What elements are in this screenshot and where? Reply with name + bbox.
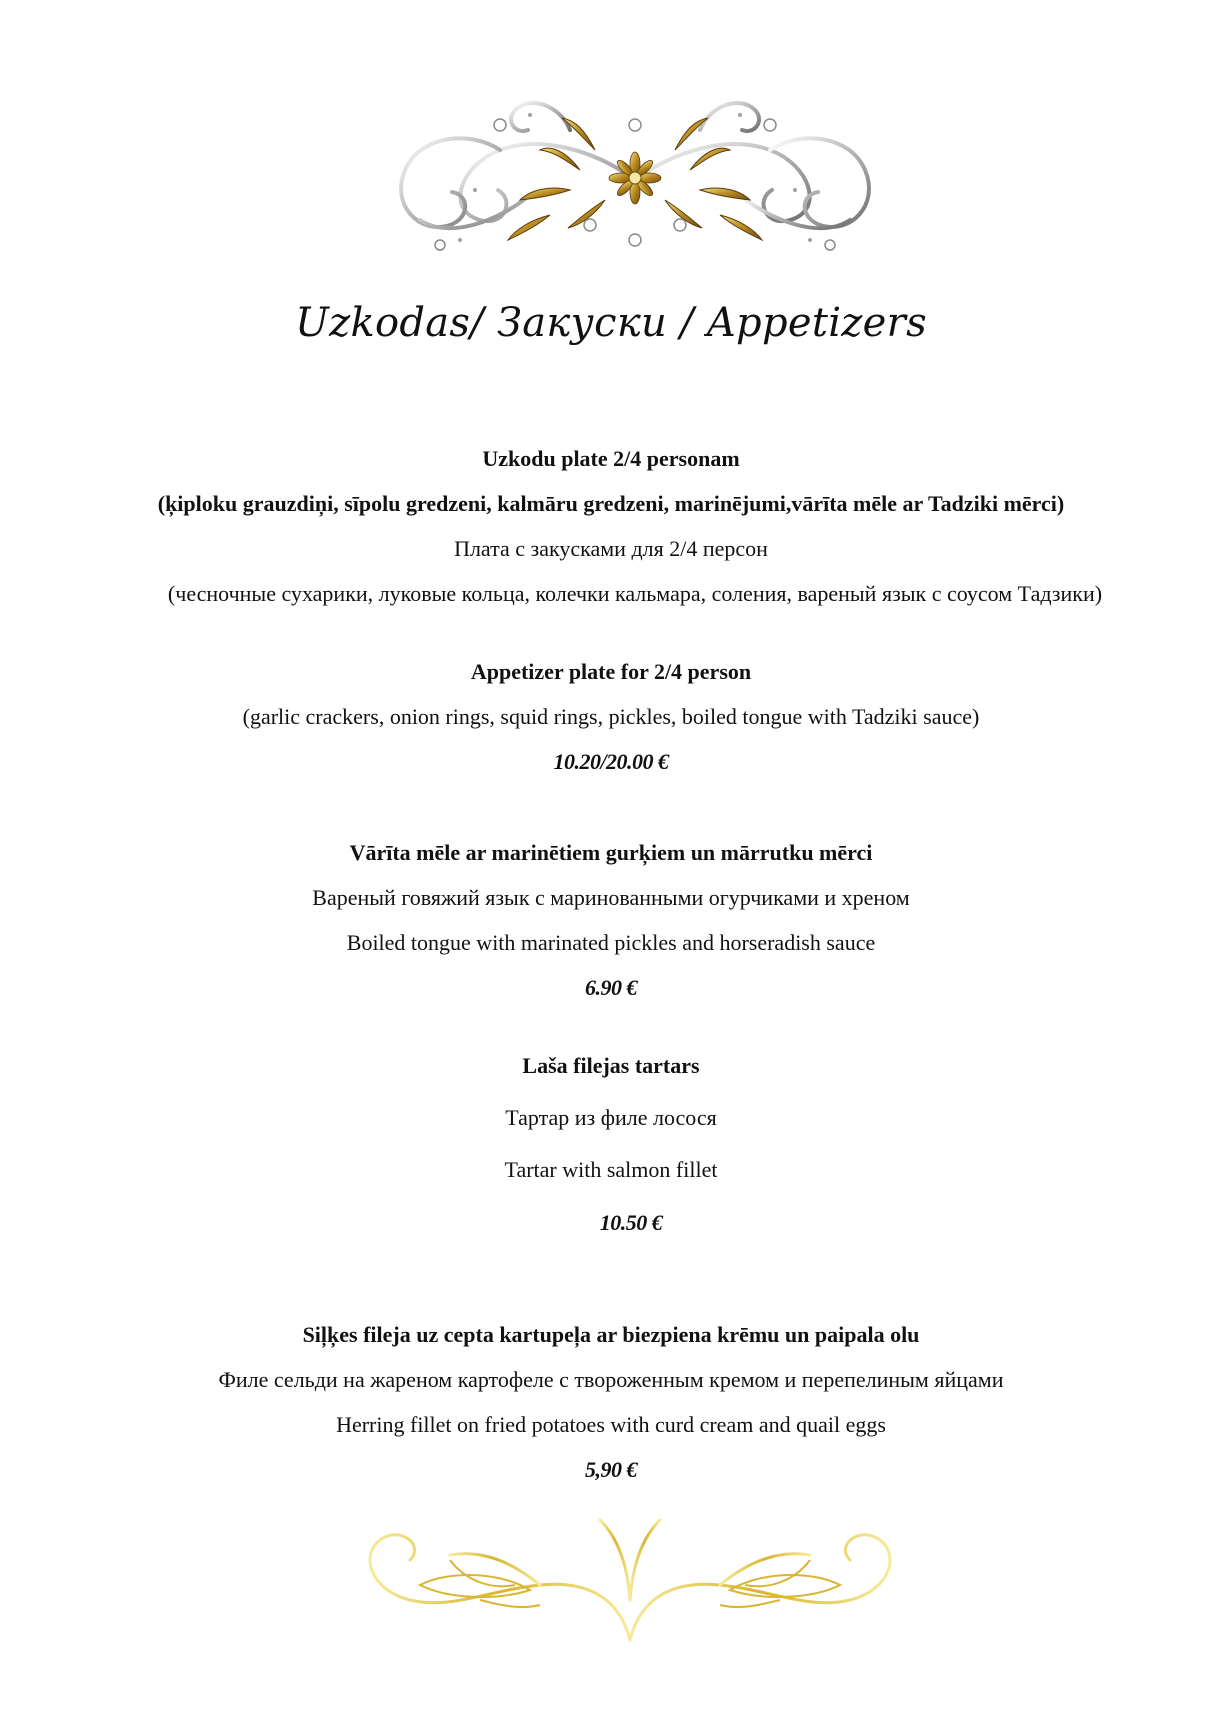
item-4-name-en: Herring fillet on fried potatoes with curd cream and quail eggs: [336, 1412, 886, 1437]
item-2-name-en: Boiled tongue with marinated pickles and horseradish sauce: [346, 930, 876, 955]
item-1-desc-en: (garlic crackers, onion rings, squid rings, pickles, boiled tongue with Tadziki sauce): [242, 704, 980, 729]
item-1-desc-lv: (ķiploku grauzdiņi, sīpolu gredzeni, kalmāru gredzeni, marinējumi,vārīta mēle ar Tadziki mērci): [157, 491, 1065, 516]
item-3-name-en: Tartar with salmon fillet: [504, 1157, 718, 1182]
ornament-bottom-icon: [350, 1500, 910, 1650]
item-3-price: 10.50 €: [599, 1210, 663, 1235]
item-4-price: 5,90 €: [585, 1457, 637, 1482]
page-title: Uzkodas/ Закуски / Appetizers: [295, 300, 927, 346]
item-4-name-ru: Филе сельди на жареном картофеле с твороженным кремом и перепелиным яйцами: [218, 1367, 1004, 1392]
item-2-price: 6.90 €: [585, 975, 637, 1000]
item-2-name-ru: Вареный говяжий язык с маринованными огурчиками и хреном: [312, 885, 910, 910]
item-4-name-lv: Siļķes fileja uz cepta kartupeļa ar biezpiena krēmu un paipala olu: [302, 1322, 920, 1347]
item-3-name-lv: Laša filejas tartars: [522, 1053, 700, 1078]
item-3-name-ru: Тартар из филе лосося: [505, 1105, 717, 1130]
item-1-name-en: Appetizer plate for 2/4 person: [470, 659, 752, 684]
item-1-price: 10.20/20.00 €: [553, 749, 669, 774]
item-1-name-ru: Плата с закусками для 2/4 персон: [454, 536, 768, 561]
item-1-name-lv: Uzkodu plate 2/4 personam: [482, 446, 740, 471]
item-2-name-lv: Vārīta mēle ar marinētiem gurķiem un mārrutku mērci: [349, 840, 873, 865]
ornament-top-icon: [380, 90, 890, 258]
item-1-desc-ru: (чесночные сухарики, луковые кольца, колечки кальмара, соления, вареный язык с соусом Тадзики): [167, 581, 1103, 606]
